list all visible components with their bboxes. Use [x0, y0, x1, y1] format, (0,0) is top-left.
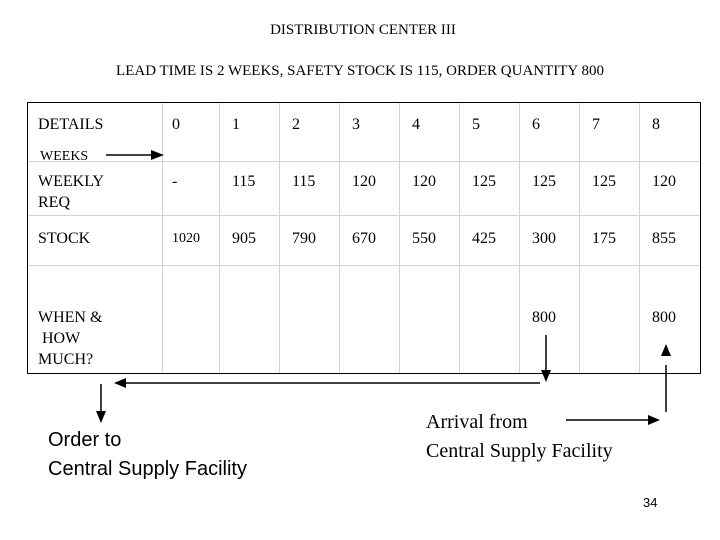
row-label-line: HOW: [38, 330, 81, 347]
order-caption: [48, 426, 247, 484]
table-cell: 115: [232, 173, 256, 190]
table-cell: 120: [652, 173, 676, 190]
order-down-arrowhead: [96, 411, 106, 423]
table-cell: 120: [412, 173, 436, 190]
order-caption-line1: Order to: [48, 429, 122, 451]
table-cell: 125: [472, 173, 496, 190]
table-cell: 800: [652, 309, 676, 326]
week-header-1: 1: [232, 116, 240, 133]
slide-title: DISTRIBUTION CENTER III: [270, 22, 456, 38]
week8-up-arrowhead: [661, 344, 671, 356]
table-cell: 115: [292, 173, 316, 190]
order-caption-line2: Central Supply Facility: [48, 458, 247, 480]
row-label-line: WHEN &: [38, 309, 103, 326]
table-cell: -: [172, 173, 178, 190]
week-header-6: 6: [532, 116, 540, 133]
arrival-caption-line2: Central Supply Facility: [426, 440, 613, 462]
table-cell: 120: [352, 173, 376, 190]
arrival-arrowhead: [648, 415, 660, 425]
table-cell: 1020: [172, 231, 200, 246]
table-cell: 125: [592, 173, 616, 190]
table-cell: 670: [352, 230, 376, 247]
weeks-label: WEEKS: [40, 149, 89, 164]
week-header-8: 8: [652, 116, 660, 133]
details-header: DETAILS: [38, 116, 104, 133]
table-cell: 800: [532, 309, 556, 326]
table-cell: 125: [532, 173, 556, 190]
week-header-7: 7: [592, 116, 600, 133]
table-cell: 790: [292, 230, 316, 247]
row-label-line: REQ: [38, 194, 70, 211]
row-label-line: STOCK: [38, 230, 91, 247]
week-header-5: 5: [472, 116, 480, 133]
row-label-line: WEEKLY: [38, 173, 104, 190]
week-header-3: 3: [352, 116, 360, 133]
order-line-arrowhead: [114, 378, 126, 388]
table-cell: 175: [592, 230, 616, 247]
week-header-2: 2: [292, 116, 300, 133]
slide-subtitle: LEAD TIME IS 2 WEEKS, SAFETY STOCK IS 115, ORDER QUANTITY 800: [116, 63, 604, 79]
arrival-caption: [426, 408, 613, 466]
week-header-4: 4: [412, 116, 420, 133]
page-number: 34: [643, 495, 658, 510]
table-cell: 855: [652, 230, 676, 247]
table-cell: 550: [412, 230, 436, 247]
arrival-caption-line1: Arrival from: [426, 411, 528, 433]
table-cell: 425: [472, 230, 496, 247]
table-cell: 905: [232, 230, 256, 247]
weeks-pointer-arrowhead: [151, 150, 164, 160]
week6-down-arrowhead: [541, 370, 551, 382]
week-header-0: 0: [172, 116, 180, 133]
row-label-line: MUCH?: [38, 351, 94, 368]
table-cell: 300: [532, 230, 556, 247]
